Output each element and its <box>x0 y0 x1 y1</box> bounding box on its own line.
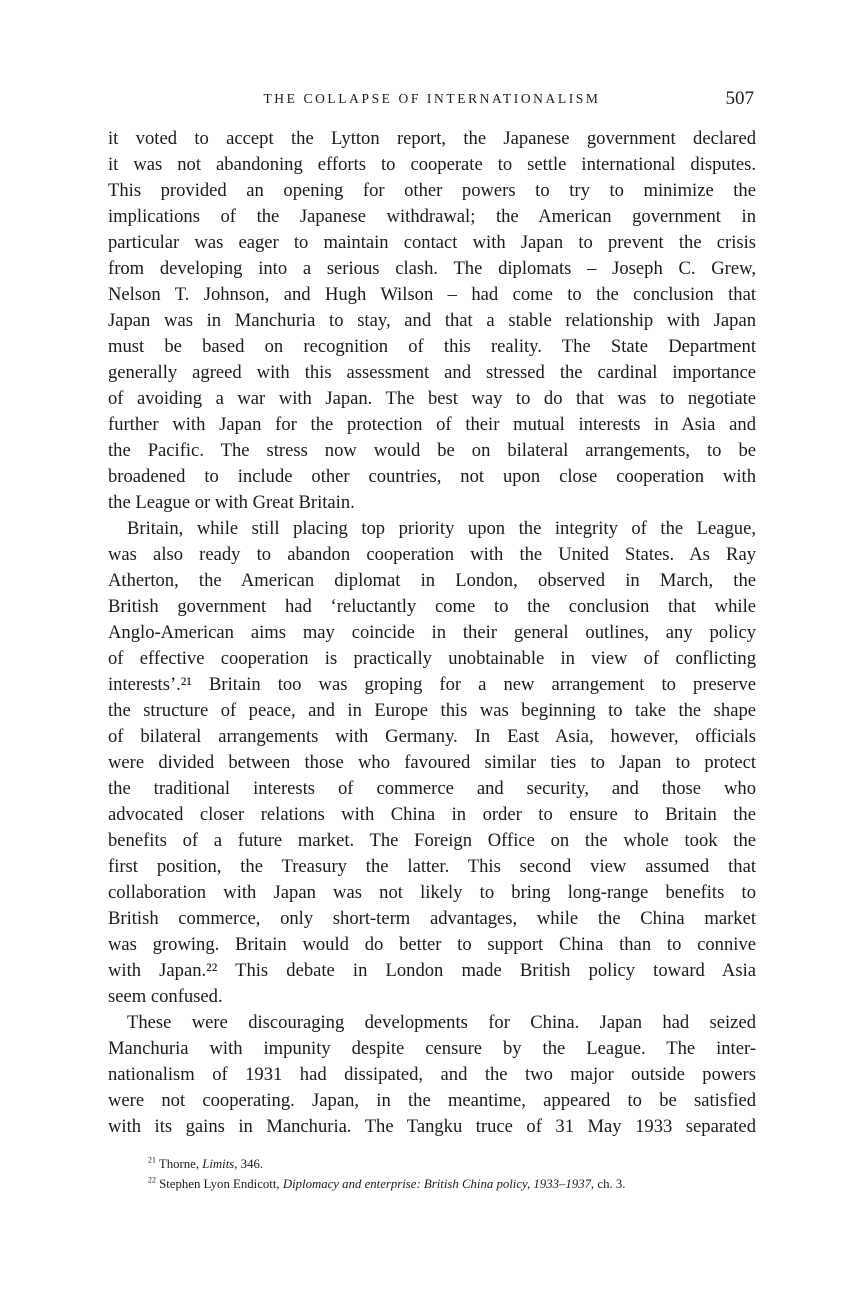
footnote-title: Limits <box>202 1157 235 1171</box>
text-line: the League or with Great Britain. <box>108 492 355 513</box>
paragraph <box>108 126 756 516</box>
paragraph <box>108 1010 756 1140</box>
paragraph-container <box>108 126 756 1140</box>
text-line: advocated closer relations with China in order to ensure to Britain the <box>108 804 756 825</box>
text-line: of avoiding a war with Japan. The best way to do that was to negotiate <box>108 388 756 409</box>
footnotes <box>108 1154 756 1194</box>
text-line: Nelson T. Johnson, and Hugh Wilson – had come to the conclusion that <box>108 284 756 305</box>
text-line: British commerce, only short-term advantages, while the China market <box>108 908 756 929</box>
running-title: THE COLLAPSE OF INTERNATIONALISM <box>263 91 601 106</box>
text-line: Anglo-American aims may coincide in their general outlines, any policy <box>108 622 756 643</box>
text-line: Atherton, the American diplomat in London, observed in March, the <box>108 570 756 591</box>
footnote-title: Diplomacy and enterprise: British China policy, 1933–1937 <box>282 1177 591 1191</box>
text-line: nationalism of 1931 had dissipated, and the two major outside powers <box>108 1064 756 1085</box>
footnote-rest: , 346. <box>234 1157 264 1171</box>
text-line: broadened to include other countries, not upon close cooperation with <box>108 466 756 487</box>
text-line: British government had ‘reluctantly come to the conclusion that while <box>108 596 756 617</box>
footnote-21 <box>148 1154 756 1174</box>
text-line: Britain, while still placing top priority upon the integrity of the League, <box>127 518 756 539</box>
footnote-22 <box>148 1174 756 1194</box>
text-line: Manchuria with impunity despite censure by the League. The inter- <box>108 1038 756 1059</box>
text-line: Japan was in Manchuria to stay, and that a stable relationship with Japan <box>108 310 756 331</box>
paragraph <box>108 516 756 1010</box>
text-line: the Pacific. The stress now would be on bilateral arrangements, to be <box>108 440 756 461</box>
text-line: with Japan.²² This debate in London made British policy toward Asia <box>108 960 756 981</box>
footnote-number: 22 <box>148 1175 156 1185</box>
text-line: generally agreed with this assessment and stressed the cardinal importance <box>108 362 756 383</box>
text-line: benefits of a future market. The Foreign Office on the whole took the <box>108 830 756 851</box>
footnote-rest: , ch. 3. <box>591 1177 626 1191</box>
text-line: the structure of peace, and in Europe this was beginning to take the shape <box>108 700 756 721</box>
text-line: was also ready to abandon cooperation with the United States. As Ray <box>108 544 756 565</box>
body-text <box>108 126 756 1140</box>
text-line: it voted to accept the Lytton report, the Japanese government declared <box>108 128 756 149</box>
text-line: must be based on recognition of this reality. The State Department <box>108 336 756 357</box>
footnote-number: 21 <box>148 1155 156 1165</box>
text-line: seem confused. <box>108 986 223 1007</box>
text-line: first position, the Treasury the latter. This second view assumed that <box>108 856 756 877</box>
text-line: collaboration with Japan was not likely to bring long-range benefits to <box>108 882 756 903</box>
text-line: of effective cooperation is practically unobtainable in view of conflicting <box>108 648 756 669</box>
text-line: This provided an opening for other powers to try to minimize the <box>108 180 756 201</box>
text-line: the traditional interests of commerce and security, and those who <box>108 778 756 799</box>
footnote-author: Thorne, <box>158 1157 203 1171</box>
text-line: were not cooperating. Japan, in the meantime, appeared to be satisfied <box>108 1090 756 1111</box>
text-line: were divided between those who favoured similar ties to Japan to protect <box>108 752 756 773</box>
text-line: further with Japan for the protection of their mutual interests in Asia and <box>108 414 756 435</box>
text-line: was growing. Britain would do better to support China than to connive <box>108 934 756 955</box>
text-line: with its gains in Manchuria. The Tangku truce of 31 May 1933 separated <box>108 1116 756 1137</box>
text-line: interests’.²¹ Britain too was groping for a new arrangement to preserve <box>108 674 756 695</box>
text-line: of bilateral arrangements with Germany. In East Asia, however, officials <box>108 726 756 747</box>
running-head <box>108 88 756 118</box>
footnote-author: Stephen Lyon Endicott, <box>159 1177 283 1191</box>
text-line: implications of the Japanese withdrawal; the American government in <box>108 206 756 227</box>
text-line: particular was eager to maintain contact with Japan to prevent the crisis <box>108 232 756 253</box>
text-line: it was not abandoning efforts to cooperate to settle international disputes. <box>108 154 756 175</box>
text-line: from developing into a serious clash. The diplomats – Joseph C. Grew, <box>108 258 756 279</box>
book-page <box>108 88 756 1194</box>
page-number: 507 <box>725 88 754 109</box>
text-line: These were discouraging developments for China. Japan had seized <box>127 1012 756 1033</box>
